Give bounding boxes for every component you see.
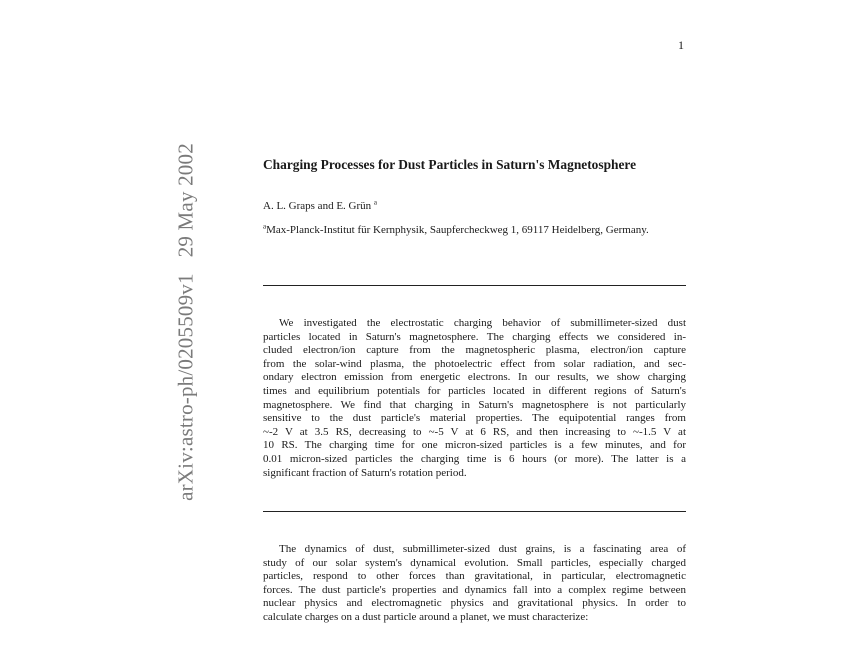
arxiv-stamp <box>174 143 199 501</box>
abstract-line: magnetosphere. We find that charging in Saturn's magnetosphere is not particularly <box>263 398 686 411</box>
abstract-bottom-rule <box>263 511 686 512</box>
intro-line: forces. The dust particle's properties and dynamics fall into a complex regime between <box>263 583 686 596</box>
intro-line: The dynamics of dust, submillimeter-sized dust grains, is a fascinating area of <box>279 543 686 555</box>
abstract-line: ondary electron emission from energetic electrons. In our results, we show charging <box>263 371 686 384</box>
page-number: 1 <box>678 38 684 52</box>
abstract-line: cluded electron/ion capture from the magnetospheric plasma, electron/ion capture <box>263 344 686 357</box>
abstract-line: ~-2 V at 3.5 RS, decreasing to ~-5 V at 6 RS, and then increasing to ~-1.5 V at <box>263 425 686 438</box>
intro-line: particles, respond to other forces than gravitational, in particular, electromagnetic <box>263 570 686 583</box>
abstract-line: sensitive to the dust particle's material properties. The equipotential ranges from <box>263 412 686 425</box>
abstract-top-rule <box>263 285 686 286</box>
abstract-line: 0.01 micron-sized particles the charging time is 6 hours (or more). The latter is a <box>263 452 686 465</box>
paper-title: Charging Processes for Dust Particles in Saturn's Magnetosphere <box>263 157 637 172</box>
intro-line: nuclear physics and electromagnetic physics and gravitational physics. In order to <box>263 597 686 610</box>
author-names: A. L. Graps and E. Grün <box>263 200 372 212</box>
authors <box>263 200 377 212</box>
introduction <box>263 543 686 625</box>
abstract-line: significant fraction of Saturn's rotation period. <box>263 466 467 479</box>
author-affiliation-mark: a <box>373 198 378 207</box>
arxiv-date: 29 May 2002 <box>173 143 198 258</box>
abstract-line: from the solar-wind plasma, the photoelectric effect from solar radiation, and sec- <box>263 357 686 370</box>
abstract-line: times and equilibrium potentials for particles located in different regions of Saturn's <box>263 384 686 397</box>
abstract-line: 10 RS. The charging time for one micron-sized particles is a few minutes, and for <box>263 439 686 452</box>
intro-line: calculate charges on a dust particle around a planet, we must characterize: <box>263 610 589 623</box>
affiliation-mark: a <box>263 222 267 231</box>
arxiv-id: arXiv:astro-ph/0205509v1 <box>173 273 198 501</box>
abstract-line: particles located in Saturn's magnetosphere. The charging effects we considered in- <box>263 330 686 343</box>
abstract-line: We investigated the electrostatic charging behavior of submillimeter-sized dust <box>279 317 686 329</box>
abstract <box>263 317 686 480</box>
intro-line: study of our solar system's dynamical evolution. Small particles, especially charged <box>263 556 686 569</box>
affiliation-text: Max-Planck-Institut für Kernphysik, Saupfercheckweg 1, 69117 Heidelberg, Germany. <box>266 224 649 236</box>
affiliation <box>263 223 687 237</box>
